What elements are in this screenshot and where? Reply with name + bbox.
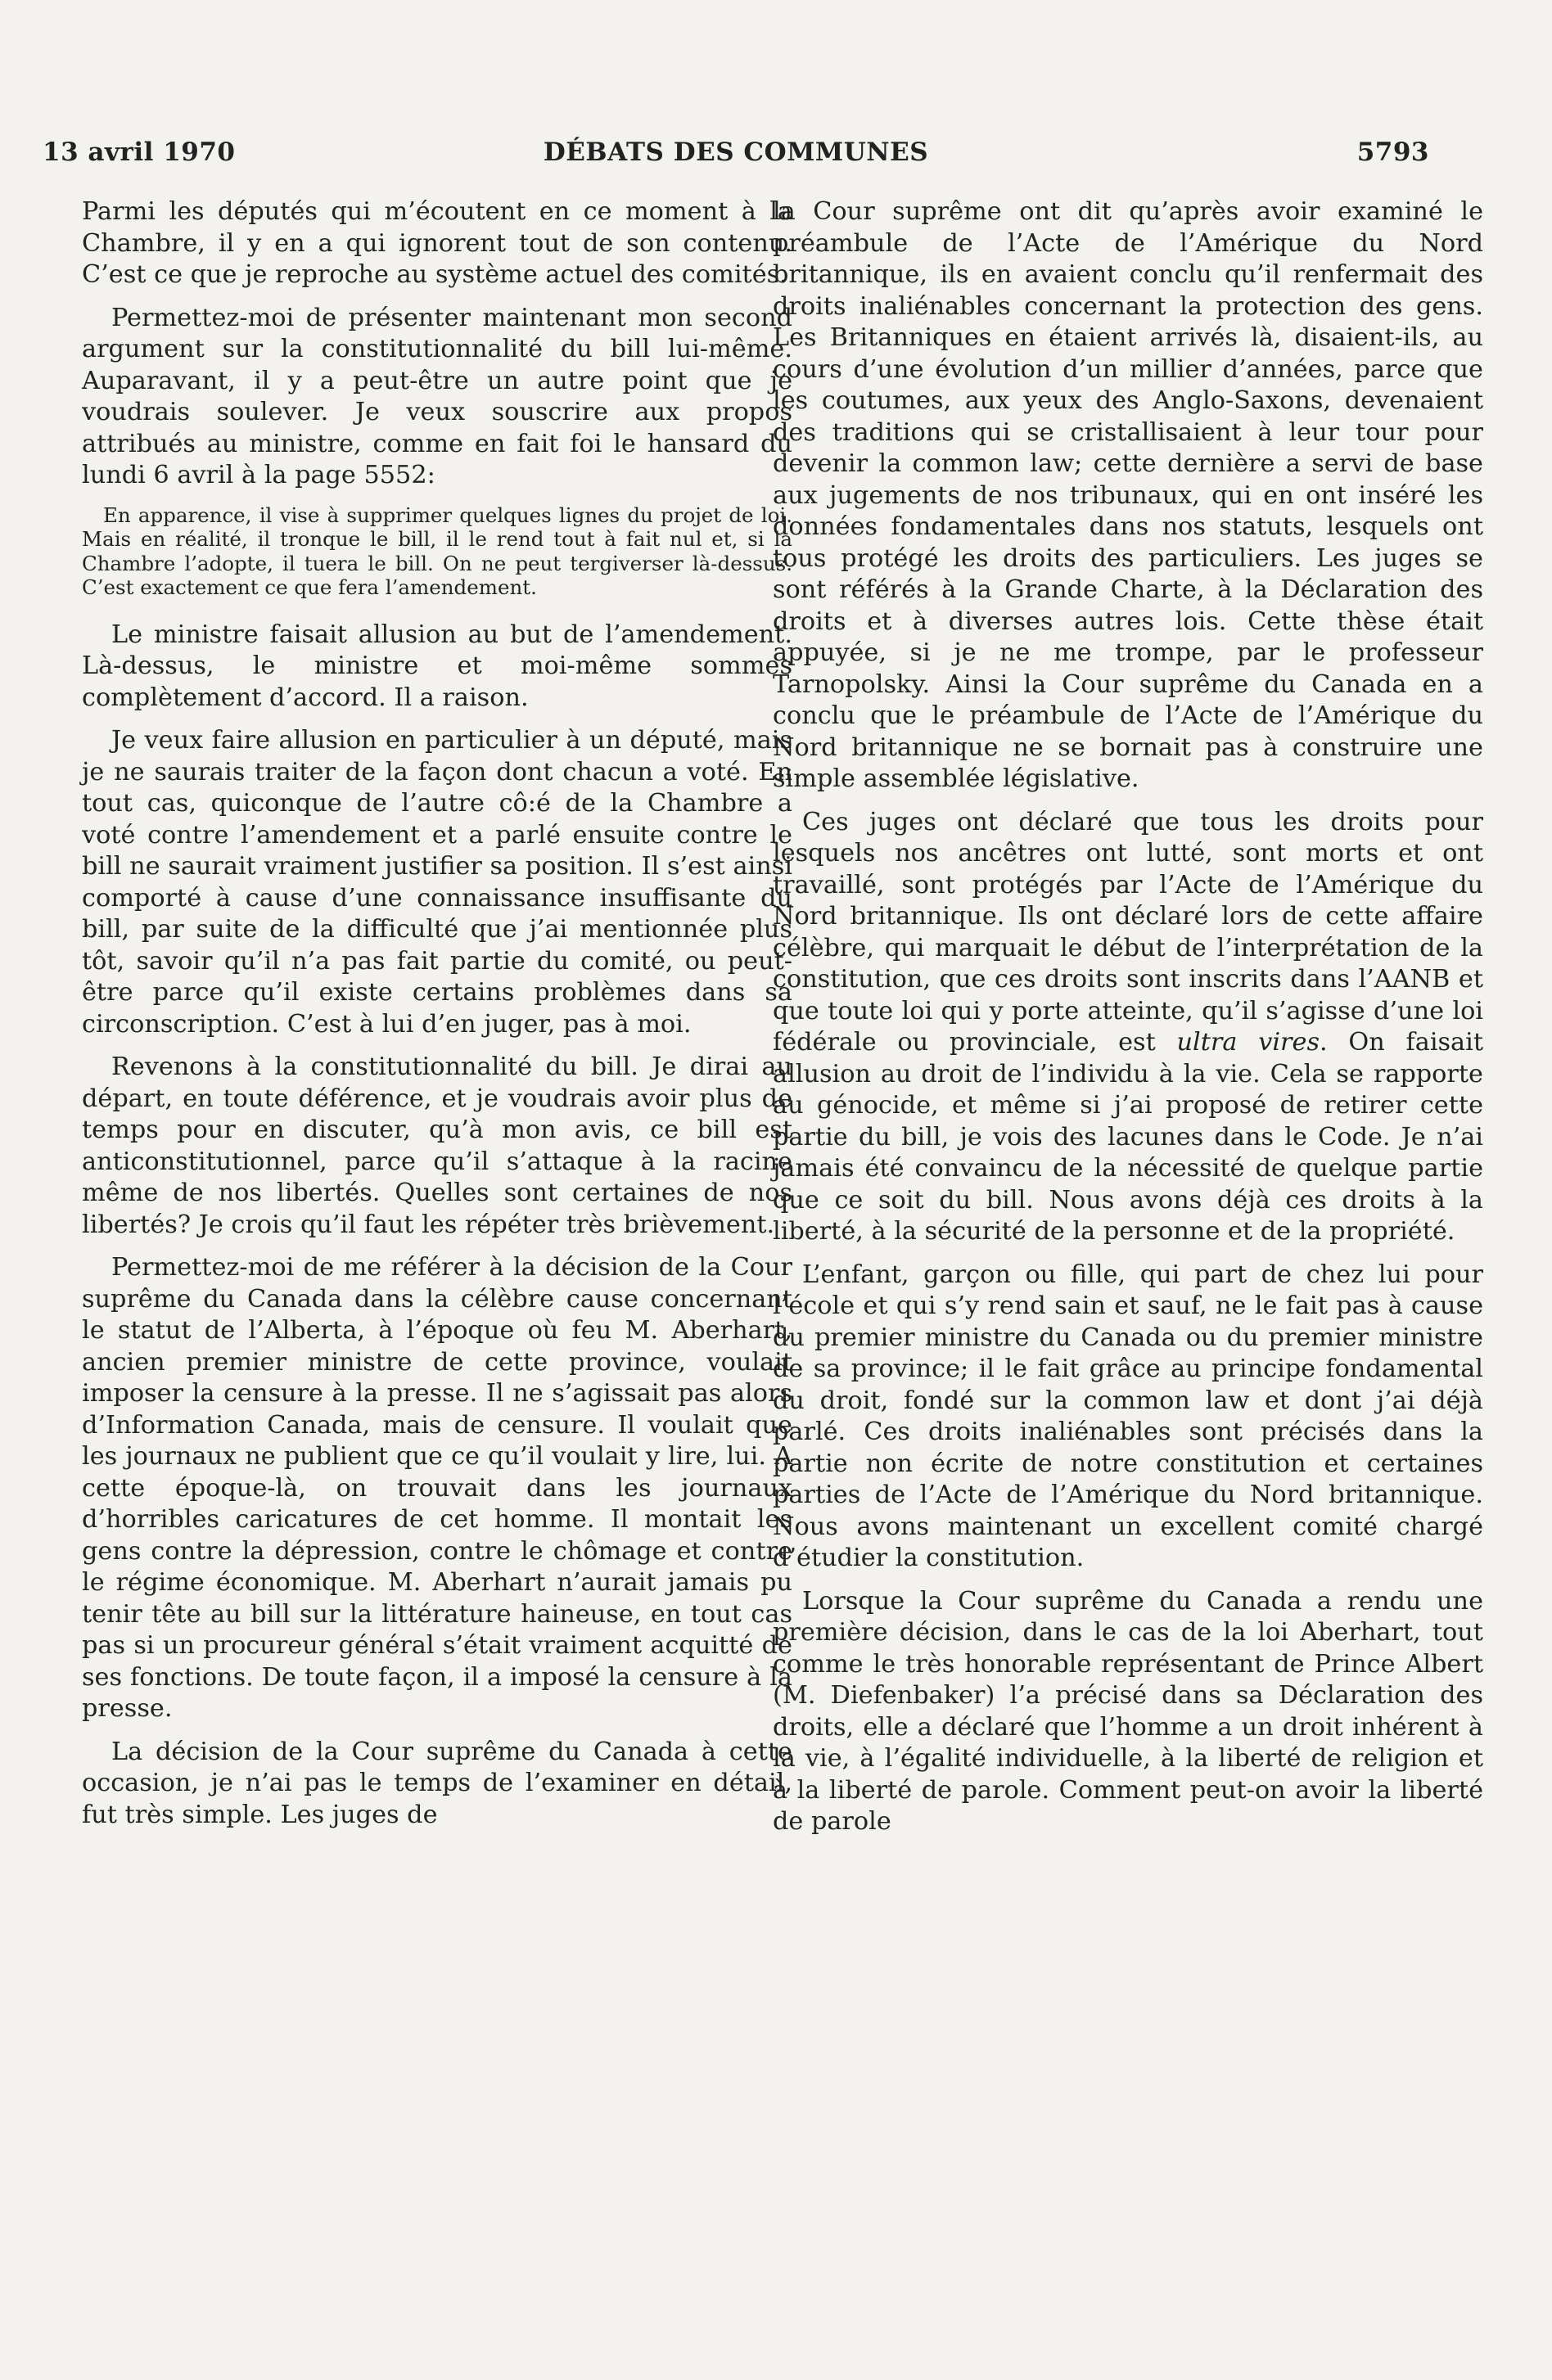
- paragraph-text: Ces juges ont déclaré que tous les droits pour lesquels nos ancêtres ont lutté, sont morts et ont travaillé, sont protégés par l’Acte de l’Amérique du Nord britannique. Ils ont déclaré lors de cette affaire célèbre, qui marquait le début de l’interprétation de la constitution, que ces droits sont inscrits dans l’AANB et que toute loi qui y porte atteinte, qu’il s’agisse d’une loi fédérale ou provinciale, est: [773, 807, 1483, 1057]
- left-column: [82, 196, 792, 1842]
- page-header: [43, 137, 1429, 174]
- paragraph: Le ministre faisait allusion au but de l’amendement. Là-dessus, le ministre et moi-même sommes complètement d’accord. Il a raison.: [82, 620, 792, 712]
- paragraph: Parmi les députés qui m’écoutent en ce moment à la Chambre, il y en a qui ignorent tout de son contenu. C’est ce que je reproche au système actuel des comités.: [82, 197, 792, 289]
- block-quote: En apparence, il vise à supprimer quelques lignes du projet de loi. Mais en réalité, il tronque le bill, il le rend tout à fait nul et, si la Chambre l’adopte, il tuera le bill. On ne peut tergiverser là-dessus. C’est exactement ce que fera l’amendement.: [82, 503, 792, 599]
- latin-term: ultra vires: [1176, 1028, 1320, 1057]
- paragraph: Revenons à la constitutionnalité du bill. Je dirai au départ, en toute déférence, et je voudrais avoir plus de temps pour en discuter, qu’à mon avis, ce bill est anticonstitutionnel, parce qu’il s’attaque à la racine même de nos libertés. Quelles sont certaines de nos libertés? Je crois qu’il faut les répéter très brièvement.: [82, 1053, 792, 1239]
- header-title: DÉBATS DES COMMUNES: [543, 137, 929, 167]
- paragraph: Permettez-moi de me référer à la décision de la Cour suprême du Canada dans la célèbre cause concernant le statut de l’Alberta, à l’époque où feu M. Aberhart, ancien premier ministre de cette province, voulait imposer la censure à la presse. Il ne s’agissait pas alors d’Information Canada, mais de censure. Il voulait que les journaux ne publient que ce qu’il voulait y lire, lui. A cette époque-là, on trouvait dans les journaux d’horribles caricatures de cet homme. Il montait les gens contre la dépression, contre le chômage et contre le régime économique. M. Aberhart n’aurait jamais pu tenir tête au bill sur la littérature haineuse, en tout cas pas si un procureur général s’était vraiment acquitté de ses fonctions. De toute façon, il a imposé la censure à la presse.: [82, 1253, 792, 1723]
- paragraph: [773, 807, 1483, 1248]
- paragraph: La décision de la Cour suprême du Canada à cette occasion, je n’ai pas le temps de l’examiner en détail, fut très simple. Les juges de: [82, 1737, 792, 1829]
- paragraph: Permettez-moi de présenter maintenant mon second argument sur la constitutionnalité du bill lui-même. Auparavant, il y a peut-être un autre point que je voudrais soulever. Je veux souscrire aux propos attribués au ministre, comme en fait foi le hansard du lundi 6 avril à la page 5552:: [82, 303, 792, 489]
- paragraph: Je veux faire allusion en particulier à un député, mais je ne saurais traiter de la façon dont chacun a voté. En tout cas, quiconque de l’autre cô:é de la Chambre a voté contre l’amendement et a parlé ensuite contre le bill ne saurait vraiment justifier sa position. Il s’est ainsi comporté à cause d’une connaissance insuffisante du bill, par suite de la difficulté que j’ai mentionnée plus tôt, savoir qu’il n’a pas fait partie du comité, ou peut-être parce qu’il existe certains problèmes dans sa circonscription. C’est à lui d’en juger, pas à moi.: [82, 726, 792, 1039]
- header-date: 13 avril 1970: [43, 137, 236, 167]
- paragraph: Lorsque la Cour suprême du Canada a rendu une première décision, dans le cas de la loi Aberhart, tout comme le très honorable représentant de Prince Albert (M. Diefenbaker) l’a précisé dans sa Déclaration des droits, elle a déclaré que l’homme a un droit inhérent à la vie, à l’égalité individuelle, à la liberté de religion et à la liberté de parole. Comment peut-on avoir la liberté de parole: [773, 1586, 1483, 1836]
- paragraph-text: . On faisait allusion au droit de l’individu à la vie. Cela se rapporte au génocide, et même si j’ai proposé de retirer cette partie du bill, je vois des lacunes dans le Code. Je n’ai jamais été convaincu de la nécessité de quelque partie que ce soit du bill. Nous avons déjà ces droits à la liberté, à la sécurité de la personne et de la propriété.: [773, 1028, 1483, 1246]
- paragraph: L’enfant, garçon ou fille, qui part de chez lui pour l’école et qui s’y rend sain et sauf, ne le fait pas à cause du premier ministre du Canada ou du premier ministre de sa province; il le fait grâce au principe fondamental du droit, fondé sur la common law et dont j’ai déjà parlé. Ces droits inaliénables sont précisés dans la partie non écrite de notre constitution et certaines parties de l’Acte de l’Amérique du Nord britannique. Nous avons maintenant un excellent comité chargé d’étudier la constitution.: [773, 1260, 1483, 1572]
- paragraph: la Cour suprême ont dit qu’après avoir examiné le préambule de l’Acte de l’Amérique du Nord britannique, ils en avaient conclu qu’il renfermait des droits inaliénables concernant la protection des gens. Les Britanniques en étaient arrivés là, disaient-ils, au cours d’une évolution d’un millier d’années, parce que les coutumes, aux yeux des Anglo-Saxons, devenaient des traditions qui se cristallisaient à leur tour pour devenir la common law; cette dernière a servi de base aux jugements de nos tribunaux, qui en ont inséré les données fondamentales dans nos statuts, lesquels ont tous protégé les droits des particuliers. Les juges se sont référés à la Grande Charte, à la Déclaration des droits et à diverses autres lois. Cette thèse était appuyée, si je ne me trompe, par le professeur Tarnopolsky. Ainsi la Cour suprême du Canada en a conclu que le préambule de l’Acte de l’Amérique du Nord britannique ne se bornait pas à construire une simple assemblée législative.: [773, 197, 1483, 793]
- right-column: [773, 196, 1483, 1850]
- header-page-number: 5793: [1356, 137, 1429, 167]
